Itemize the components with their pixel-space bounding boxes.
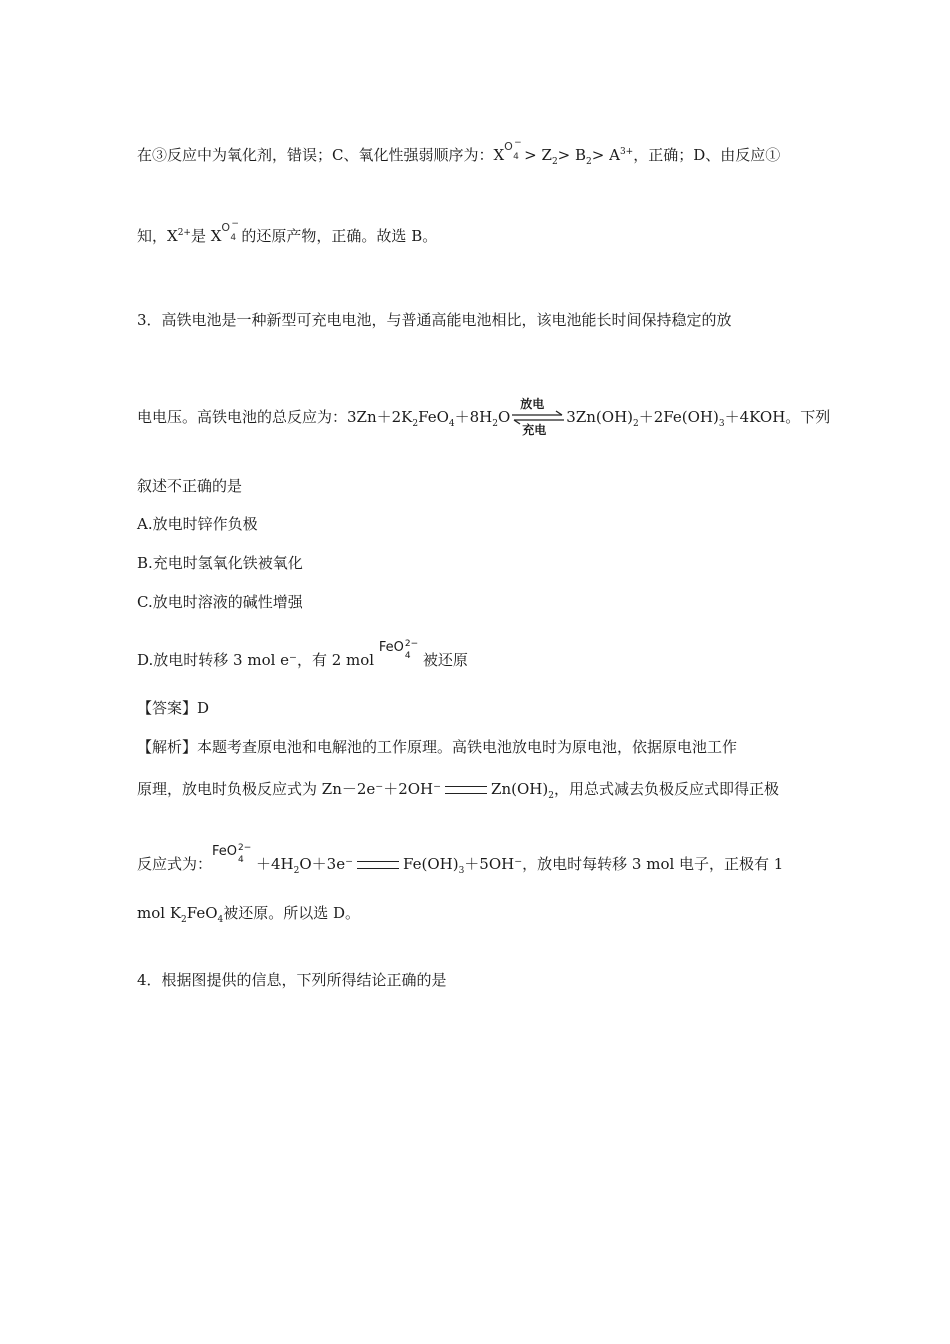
option-d: D.放电时转移 3 mol e⁻，有 2 mol FeO 2− 4 被还原	[137, 639, 468, 669]
ferrate-ion-formula: FeO 2− 4	[378, 639, 419, 661]
question-3-stem-end: 叙述不正确的是	[137, 477, 243, 495]
reversible-arrow-icon: 放电 充电	[510, 407, 566, 429]
permanganate-ion-formula: O 4 −	[504, 138, 522, 162]
ferrate-ion-formula: FeO 2− 4	[212, 843, 252, 865]
text-line-1: 在③反应中为氧化剂，错误；C、氧化性强弱顺序为：X O 4 − > $Z_2> B_2> A^{3+}$，正确；D、由反应①	[137, 138, 781, 167]
equals-sign-icon	[357, 861, 399, 869]
analysis-line-2: 原理，放电时负极反应式为 Zn－2e⁻＋2OH⁻ $Zn(OH)_2$，用总式减去负极反应式即得正极	[137, 780, 779, 801]
question-3-stem: 3．高铁电池是一种新型可充电电池，与普通高能电池相比，该电池能长时间保持稳定的放	[137, 311, 732, 329]
option-c: C.放电时溶液的碱性增强	[137, 593, 303, 611]
equals-sign-icon	[445, 786, 487, 794]
analysis-line-3: 反应式为： FeO 2− 4 $+4H_2O+3e^-$ $Fe(OH)_3+5OH^-$，放电时每转移 3 mol 电子，正极有 1	[137, 843, 784, 876]
answer-label: 【答案】D	[137, 699, 210, 717]
permanganate-ion-formula: O 4 −	[221, 219, 239, 243]
question-4-stem: 4．根据图提供的信息，下列所得结论正确的是	[137, 971, 447, 989]
option-a: A.放电时锌作负极	[137, 515, 258, 533]
analysis-line-1: 【解析】本题考查原电池和电解池的工作原理。高铁电池放电时为原电池，依据原电池工作	[137, 738, 738, 756]
question-3-equation-line: 电电压。高铁电池的总反应为：$3Zn+2K_2FeO_4+8H_2O$ 放电 充电 $3Zn(OH)_2+2Fe(OH)_3+4KOH$。下列	[137, 397, 831, 437]
text-line-2: 知，$X^{2+}$是 X O 4 − 的还原产物，正确。故选 B。	[137, 219, 438, 245]
analysis-line-4: mol $K_2FeO_4$被还原。所以选 D。	[137, 904, 361, 925]
option-b: B.充电时氢氧化铁被氧化	[137, 554, 303, 572]
